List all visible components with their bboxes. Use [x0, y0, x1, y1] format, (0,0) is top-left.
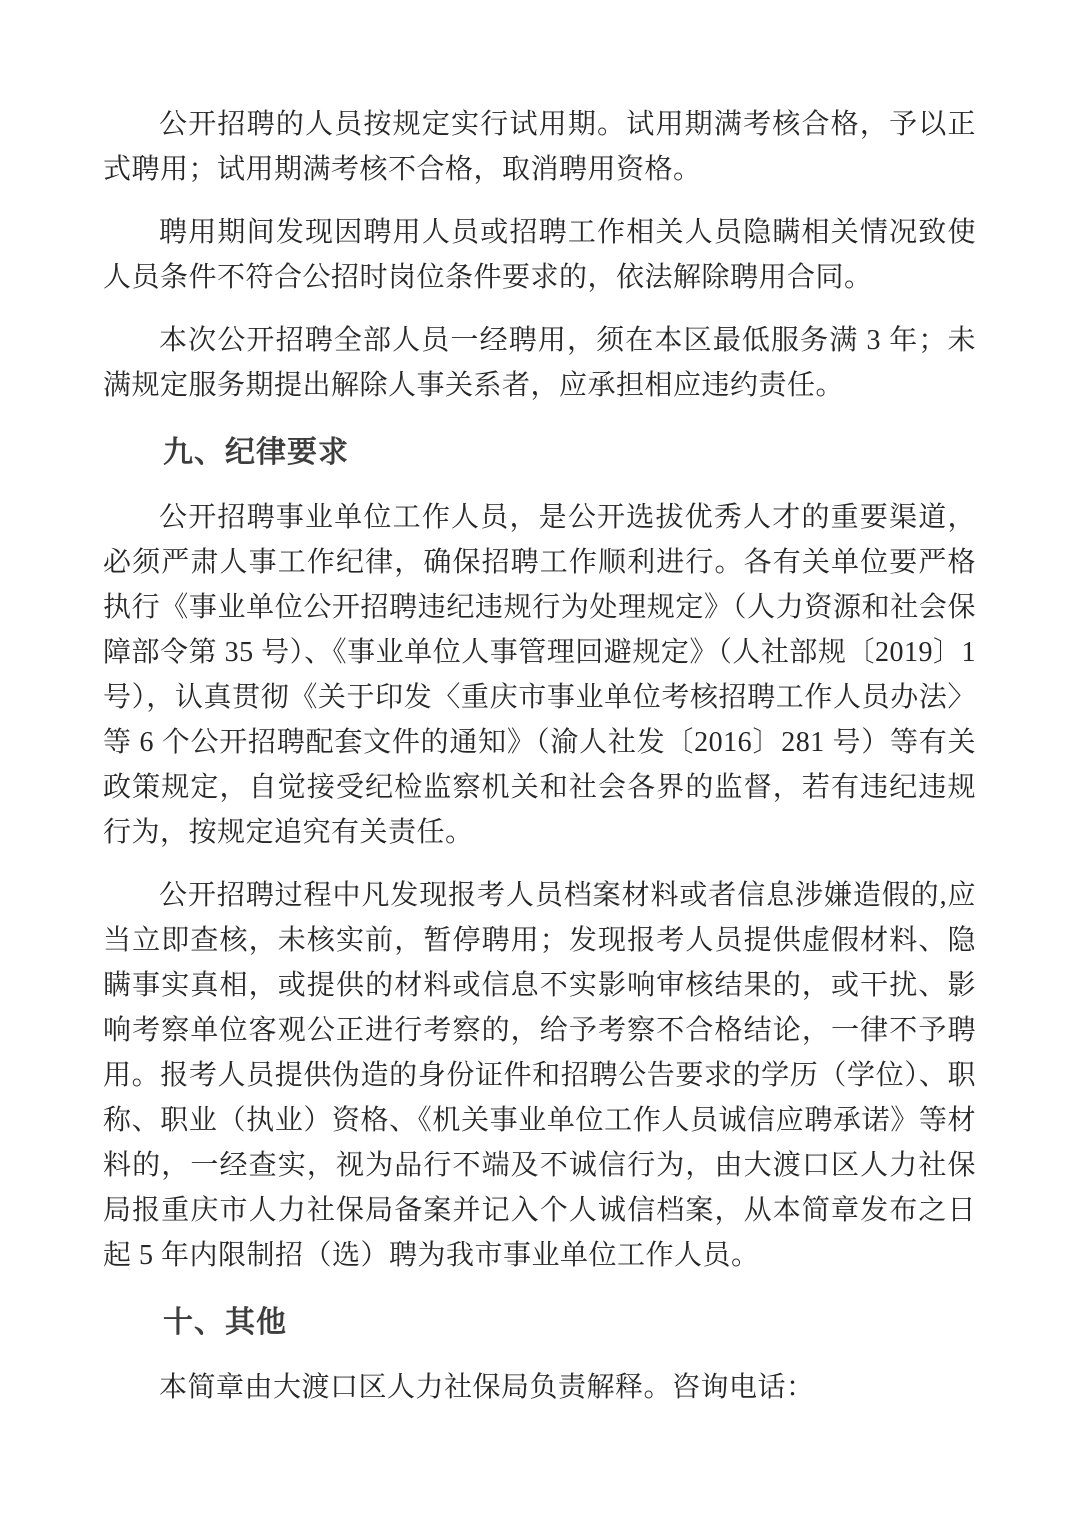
- paragraph-trial-period: 公开招聘的人员按规定实行试用期。试用期满考核合格，予以正式聘用；试用期满考核不合格，取消聘用资格。: [103, 109, 976, 185]
- section-heading-discipline: 九、纪律要求: [163, 436, 349, 469]
- paragraph-contact: 本简章由大渡口区人力社保局负责解释。咨询电话：: [159, 1372, 815, 1403]
- section-heading-other: 十、其他: [163, 1306, 287, 1339]
- paragraph-fraud-handling: 公开招聘过程中凡发现报考人员档案材料或者信息涉嫌造假的,应当立即查核，未核实前，暂停聘用；发现报考人员提供虚假材料、隐瞒事实真相，或提供的材料或信息不实影响审核结果的，或干扰、影响考察单位客观公正进行考察的，给予考察不合格结论，一律不予聘用。报考人员提供伪造的身份证件和招聘公告要求的学历（学位）、职称、职业（执业）资格、《机关事业单位工作人员诚信应聘承诺》等材料的，一经查实，视为品行不端及不诚信行为，由大渡口区人力社保局报重庆市人力社保局备案并记入个人诚信档案，从本简章发布之日起 5 年内限制招（选）聘为我市事业单位工作人员。: [103, 880, 976, 1271]
- paragraph-discipline-policies: 公开招聘事业单位工作人员，是公开选拔优秀人才的重要渠道，必须严肃人事工作纪律，确保招聘工作顺利进行。各有关单位要严格执行《事业单位公开招聘违纪违规行为处理规定》（人力资源和社会保障部令第 35 号）、《事业单位人事管理回避规定》（人社部规〔2019〕1 号），认真贯彻《关于印发〈重庆市事业单位考核招聘工作人员办法〉等 6 个公开招聘配套文件的通知》（渝人社发〔2016〕281 号）等有关政策规定，自觉接受纪检监察机关和社会各界的监督，若有违纪违规行为，按规定追究有关责任。: [103, 502, 976, 848]
- paragraph-minimum-service: 本次公开招聘全部人员一经聘用，须在本区最低服务满 3 年；未满规定服务期提出解除人事关系者，应承担相应违约责任。: [103, 325, 976, 401]
- paragraph-concealment-termination: 聘用期间发现因聘用人员或招聘工作相关人员隐瞒相关情况致使人员条件不符合公招时岗位条件要求的，依法解除聘用合同。: [103, 217, 976, 293]
